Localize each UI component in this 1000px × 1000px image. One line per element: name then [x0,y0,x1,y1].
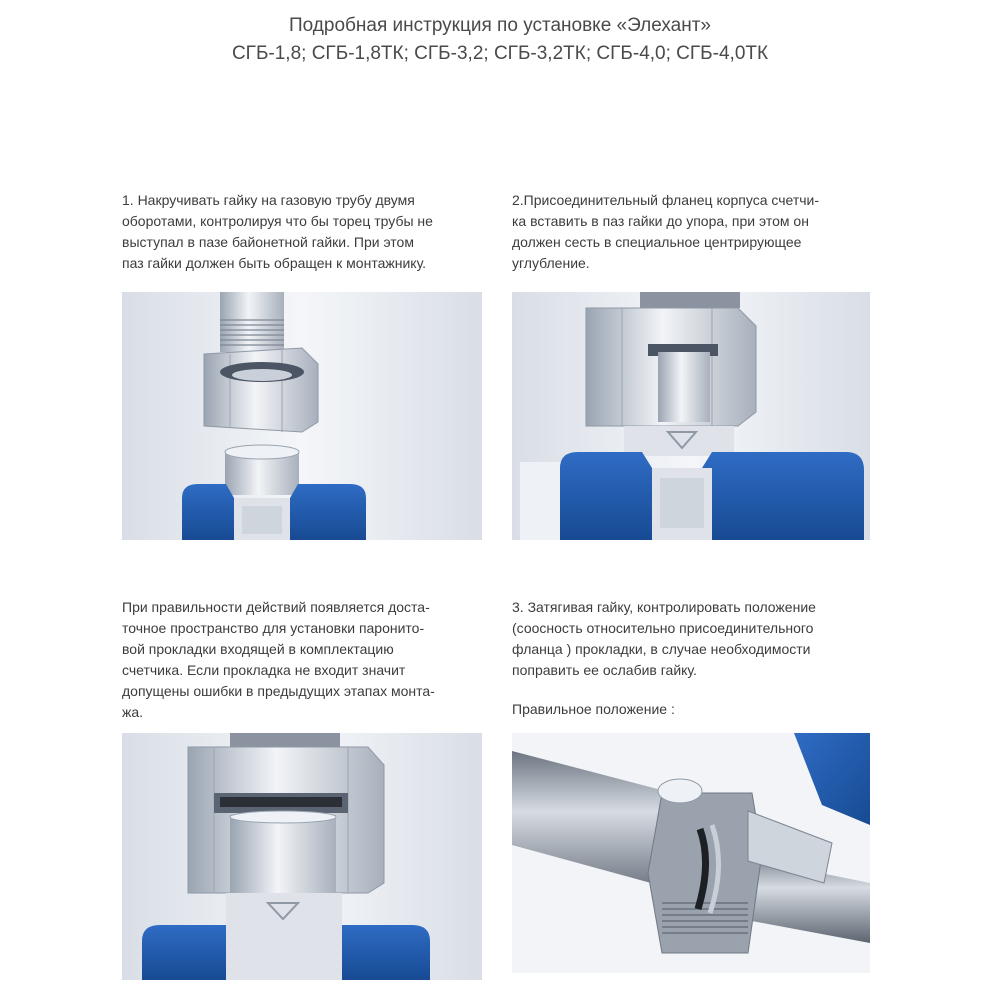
model-list: СГБ-1,8; СГБ-1,8ТК; СГБ-3,2; СГБ-3,2ТК; СГБ-4,0; СГБ-4,0ТК [231,43,769,64]
correct-position-caption: Правильное положение : [512,701,675,717]
step-4-text: 3. Затягивая гайку, контролировать положение (соосность относительно присоединительного фланца ) прокладки, в случае необходимости поправить ее ослабив гайку. [512,599,816,678]
flange-in-nut-icon [512,292,870,540]
step-1-illustration [122,292,482,540]
gasket-space-icon [122,733,482,980]
page-header [0,12,1000,68]
step-3-illustration [122,733,482,980]
nut-on-pipe-icon [122,292,482,540]
step-3-text: При правильности действий появляется доста- точное пространство для установки паронито- вой прокладки входящей в комплектацию счетчика. Если прокладка не входит значит допущены ошибки в предыдущих этапах монта- жа. [122,599,435,720]
step-2-text: 2.Присоединительный фланец корпуса счетчи- ка вставить в паз гайки до упора, при этом он должен сесть в специальное центрирующее углубление. [512,192,820,271]
correct-position-cutaway-icon [512,733,870,973]
step-2-illustration [512,292,870,540]
step-4-illustration [512,733,870,973]
step-1-text: 1. Накручивать гайку на газовую трубу двумя оборотами, контролируя что бы торец трубы не выступал в пазе байонетной гайки. При этом паз гайки должен быть обращен к монтажнику. [122,192,433,271]
page-title: Подробная инструкция по установке «Элехант» [288,15,712,36]
